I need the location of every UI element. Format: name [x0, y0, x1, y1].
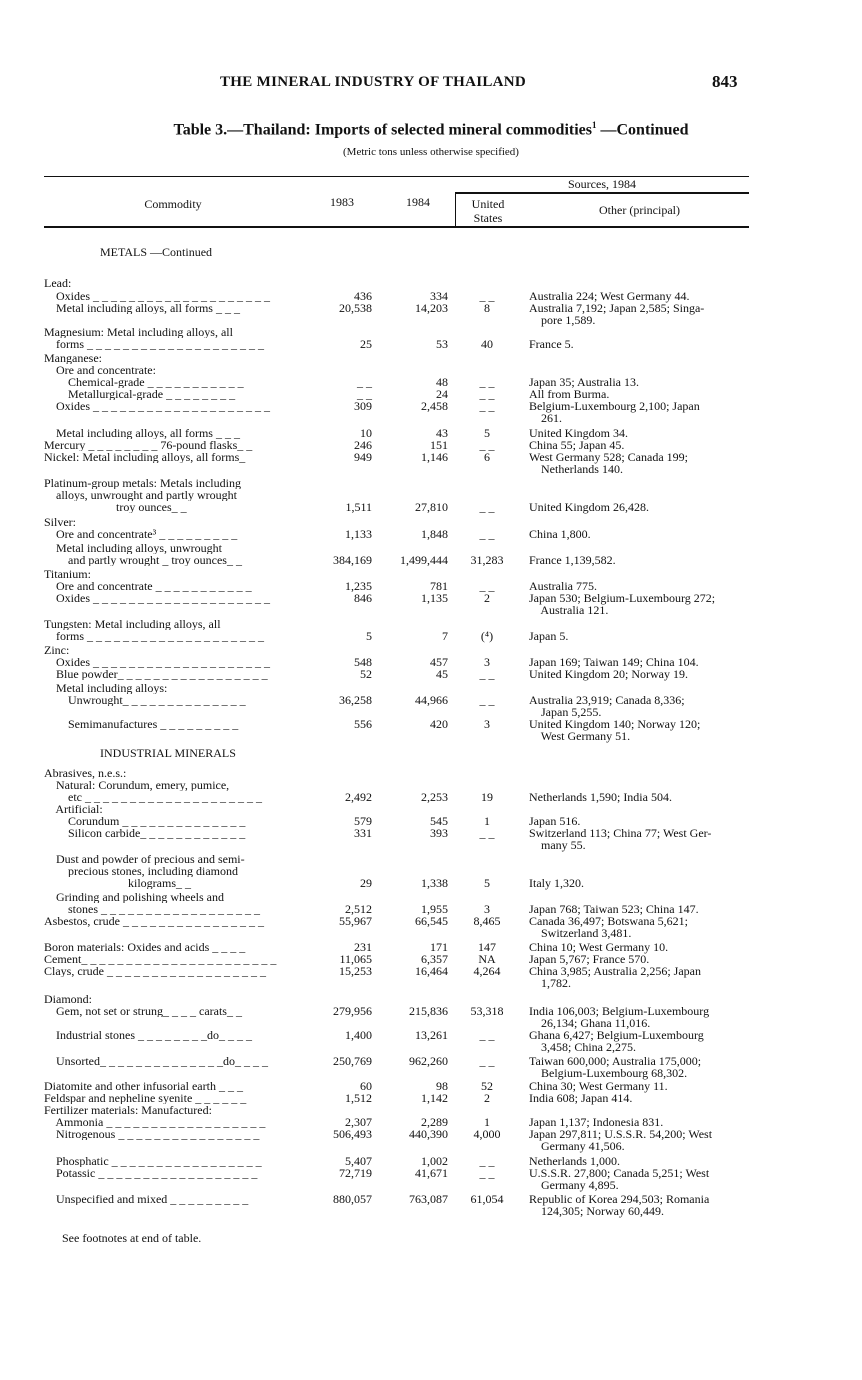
commodity-cell: forms _ _ _ _ _ _ _ _ _ _ _ _ _ _ _ _ _ _ _ _ [44, 338, 264, 350]
value-1984-cell: 27,810 [415, 500, 448, 514]
commodity-cell: Magnesium: Metal including alloys, all [44, 326, 233, 338]
value-1984-cell: 16,464 [415, 964, 448, 978]
value-1984-cell: 2,253 [421, 790, 448, 804]
value-1983-cell: 548 [354, 655, 372, 669]
value-1983-cell: _ _ [357, 375, 372, 389]
other-sources-cell: Japan 516. [529, 814, 581, 828]
united-states-cell: _ _ [479, 826, 495, 840]
other-sources-cell: 1,782. [529, 976, 571, 990]
commodity-cell: Diatomite and other infusorial earth _ _ _ [44, 1080, 243, 1092]
value-1984-cell: 66,545 [415, 914, 448, 928]
value-1984-cell: 1,955 [421, 902, 448, 916]
value-1983-cell: 1,235 [345, 579, 372, 593]
value-1984-cell: 7 [442, 629, 448, 643]
commodity-cell: Fertilizer materials: Manufactured: [44, 1104, 212, 1116]
table-title-tail: —Continued [596, 121, 689, 139]
value-1983-cell: 436 [354, 289, 372, 303]
commodity-cell: Oxides _ _ _ _ _ _ _ _ _ _ _ _ _ _ _ _ _ _ _ _ [44, 592, 270, 604]
col-header-other: Other (principal) [599, 203, 680, 217]
value-1984-cell: 393 [430, 826, 448, 840]
commodity-cell: Natural: Corundum, emery, pumice, [44, 779, 230, 791]
other-sources-cell: Germany 41,506. [529, 1139, 625, 1153]
value-1983-cell: 279,956 [333, 1004, 372, 1018]
commodity-cell: Oxides _ _ _ _ _ _ _ _ _ _ _ _ _ _ _ _ _ _ _ _ [44, 400, 270, 412]
value-1984-cell: 1,135 [421, 591, 448, 605]
value-1983-cell: 556 [354, 717, 372, 731]
united-states-cell: _ _ [479, 500, 495, 514]
other-sources-cell: China 30; West Germany 11. [529, 1079, 668, 1093]
united-states-cell: 8 [484, 301, 490, 315]
united-states-cell: 2 [484, 591, 490, 605]
value-1983-cell: 55,967 [339, 914, 372, 928]
other-sources-cell: Australia 7,192; Japan 2,585; Singa- [529, 301, 705, 315]
united-states-cell: 3 [484, 655, 490, 669]
running-title: THE MINERAL INDUSTRY OF THAILAND [220, 74, 527, 90]
commodity-cell: Dust and powder of precious and semi- [44, 853, 245, 865]
other-sources-cell: Japan 768; Taiwan 523; China 147. [529, 902, 699, 916]
commodity-cell: Ammonia _ _ _ _ _ _ _ _ _ _ _ _ _ _ _ _ _ _ [44, 1116, 266, 1128]
other-sources-cell: All from Burma. [529, 387, 610, 401]
united-states-cell: _ _ [479, 1028, 495, 1042]
value-1983-cell: 10 [360, 426, 372, 440]
other-sources-cell: United Kingdom 26,428. [529, 500, 649, 514]
value-1983-cell: 1,512 [345, 1091, 372, 1105]
commodity-cell: alloys, unwrought and partly wrought [44, 489, 237, 501]
other-sources-cell: China 1,800. [529, 527, 591, 541]
value-1984-cell: 1,499,444 [400, 553, 448, 567]
united-states-cell: _ _ [479, 579, 495, 593]
value-1983-cell: 579 [354, 814, 372, 828]
value-1983-cell: 15,253 [339, 964, 372, 978]
value-1984-cell: 53 [436, 337, 448, 351]
commodity-cell: Boron materials: Oxides and acids _ _ _ _ [44, 941, 246, 953]
commodity-cell: Industrial stones _ _ _ _ _ _ _ _do_ _ _ _ [44, 1029, 252, 1041]
commodity-cell: Silver: [44, 516, 76, 528]
commodity-cell: Nitrogenous _ _ _ _ _ _ _ _ _ _ _ _ _ _ _ _ [44, 1128, 260, 1140]
united-states-cell: 52 [481, 1079, 493, 1093]
value-1983-cell: 1,400 [345, 1028, 372, 1042]
sources-divider [455, 193, 456, 226]
value-1984-cell: 781 [430, 579, 448, 593]
sources-rule [455, 192, 749, 194]
value-1983-cell: 2,492 [345, 790, 372, 804]
other-sources-cell: Australia 121. [529, 603, 609, 617]
other-sources-cell: 3,458; China 2,275. [529, 1040, 636, 1054]
other-sources-cell: Germany 4,895. [529, 1178, 619, 1192]
united-states-cell: _ _ [479, 289, 495, 303]
value-1984-cell: 151 [430, 438, 448, 452]
other-sources-cell: Japan 1,137; Indonesia 831. [529, 1115, 664, 1129]
united-states-cell: 3 [484, 717, 490, 731]
table-subtitle: (Metric tons unless otherwise specified) [343, 146, 519, 158]
other-sources-cell: Japan 5,767; France 570. [529, 952, 650, 966]
other-sources-cell: West Germany 51. [529, 729, 631, 743]
united-states-cell: _ _ [479, 399, 495, 413]
united-states-cell: 5 [484, 426, 490, 440]
commodity-cell: Abrasives, n.e.s.: [44, 767, 127, 779]
commodity-cell: Clays, crude _ _ _ _ _ _ _ _ _ _ _ _ _ _ _ _ _ _ [44, 965, 266, 977]
value-1983-cell: 29 [360, 876, 372, 890]
value-1983-cell: 11,065 [339, 952, 372, 966]
other-sources-cell: many 55. [529, 838, 586, 852]
other-sources-cell: China 10; West Germany 10. [529, 940, 669, 954]
united-states-cell: 4,264 [473, 964, 501, 978]
united-states-cell: _ _ [479, 375, 495, 389]
other-sources-cell: Japan 35; Australia 13. [529, 375, 639, 389]
united-states-cell: 40 [481, 337, 493, 351]
value-1983-cell: _ _ [357, 387, 372, 401]
value-1984-cell: 420 [430, 717, 448, 731]
commodity-cell: precious stones, including diamond [44, 865, 238, 877]
commodity-cell: kilograms_ _ [44, 877, 191, 889]
value-1983-cell: 2,307 [345, 1115, 372, 1129]
col-header-1984: 1984 [406, 195, 430, 209]
united-states-cell: _ _ [479, 1166, 495, 1180]
united-states-cell: 3 [484, 902, 490, 916]
united-states-cell: _ _ [479, 387, 495, 401]
other-sources-cell: France 1,139,582. [529, 553, 616, 567]
other-sources-cell: Netherlands 140. [529, 462, 623, 476]
commodity-cell: Phosphatic _ _ _ _ _ _ _ _ _ _ _ _ _ _ _ _ _ [44, 1155, 262, 1167]
commodity-cell: Titanium: [44, 568, 91, 580]
value-1983-cell: 2,512 [345, 902, 372, 916]
commodity-cell: Oxides _ _ _ _ _ _ _ _ _ _ _ _ _ _ _ _ _ _ _ _ [44, 656, 270, 668]
other-sources-cell: Japan 297,811; U.S.S.R. 54,200; West [529, 1127, 713, 1141]
commodity-cell: Silicon carbide_ _ _ _ _ _ _ _ _ _ _ _ [44, 827, 246, 839]
other-sources-cell: pore 1,589. [529, 313, 596, 327]
value-1984-cell: 763,087 [409, 1192, 448, 1206]
commodity-cell: Manganese: [44, 352, 102, 364]
value-1984-cell: 98 [436, 1079, 448, 1093]
commodity-cell: Unsorted_ _ _ _ _ _ _ _ _ _ _ _ _ _do_ _ _ _ [44, 1055, 268, 1067]
commodity-cell: Nickel: Metal including alloys, all forms_ [44, 451, 246, 463]
other-sources-cell: China 55; Japan 45. [529, 438, 625, 452]
table-title [0, 120, 862, 139]
commodity-cell: METALS —Continued [100, 246, 213, 258]
commodity-cell: Corundum _ _ _ _ _ _ _ _ _ _ _ _ _ _ [44, 815, 246, 827]
table-title-footnote-mark: 1 [591, 120, 597, 130]
table-title-main: Table 3.—Thailand: Imports of selected mineral commodities [173, 121, 592, 139]
other-sources-cell: United Kingdom 34. [529, 426, 628, 440]
commodity-cell: Tungsten: Metal including alloys, all [44, 618, 221, 630]
commodity-cell: Unspecified and mixed _ _ _ _ _ _ _ _ _ [44, 1193, 249, 1205]
other-sources-cell: Australia 775. [529, 579, 597, 593]
value-1983-cell: 72,719 [339, 1166, 372, 1180]
value-1984-cell: 171 [430, 940, 448, 954]
other-sources-cell: India 608; Japan 414. [529, 1091, 633, 1105]
col-header-united-states: United States [471, 197, 505, 225]
commodity-cell: Chemical-grade _ _ _ _ _ _ _ _ _ _ _ [44, 376, 244, 388]
value-1983-cell: 231 [354, 940, 372, 954]
other-sources-cell: Republic of Korea 294,503; Romania [529, 1192, 710, 1206]
other-sources-cell: 124,305; Norway 60,449. [529, 1204, 664, 1218]
united-states-cell: 4,000 [473, 1127, 501, 1141]
united-states-cell: 1 [484, 814, 490, 828]
value-1983-cell: 846 [354, 591, 372, 605]
value-1984-cell: 6,357 [421, 952, 448, 966]
commodity-cell: Zinc: [44, 644, 70, 656]
commodity-cell: Diamond: [44, 993, 92, 1005]
other-sources-cell: United Kingdom 140; Norway 120; [529, 717, 701, 731]
other-sources-cell: India 106,003; Belgium-Luxembourg [529, 1004, 710, 1018]
commodity-cell: Ore and concentrate³ _ _ _ _ _ _ _ _ _ [44, 528, 238, 540]
value-1984-cell: 1,338 [421, 876, 448, 890]
value-1983-cell: 880,057 [333, 1192, 372, 1206]
commodity-cell: Artificial: [44, 803, 103, 815]
commodity-cell: Metal including alloys, all forms _ _ _ [44, 427, 240, 439]
other-sources-cell: Japan 169; Taiwan 149; China 104. [529, 655, 699, 669]
commodity-cell: stones _ _ _ _ _ _ _ _ _ _ _ _ _ _ _ _ _ _ [44, 903, 260, 915]
value-1984-cell: 24 [436, 387, 448, 401]
commodity-cell: Ore and concentrate: [44, 364, 156, 376]
other-sources-cell: 26,134; Ghana 11,016. [529, 1016, 651, 1030]
other-sources-cell: Canada 36,497; Botswana 5,621; [529, 914, 688, 928]
commodity-cell: etc _ _ _ _ _ _ _ _ _ _ _ _ _ _ _ _ _ _ _ _ [44, 791, 262, 803]
value-1983-cell: 1,511 [345, 500, 372, 514]
commodity-cell: Semimanufactures _ _ _ _ _ _ _ _ _ [44, 718, 239, 730]
value-1983-cell: 309 [354, 399, 372, 413]
commodity-cell: and partly wrought _ troy ounces_ _ [44, 554, 242, 566]
united-states-cell: _ _ [479, 693, 495, 707]
commodity-cell: Blue powder_ _ _ _ _ _ _ _ _ _ _ _ _ _ _ _ _ [44, 668, 268, 680]
commodity-cell: Metal including alloys, all forms _ _ _ [44, 302, 240, 314]
value-1983-cell: 1,133 [345, 527, 372, 541]
col-header-commodity: Commodity [144, 197, 202, 211]
other-sources-cell: West Germany 528; Canada 199; [529, 450, 688, 464]
value-1983-cell: 384,169 [333, 553, 372, 567]
united-states-cell: 31,283 [470, 553, 504, 567]
united-states-cell: 53,318 [470, 1004, 504, 1018]
value-1984-cell: 1,146 [421, 450, 448, 464]
value-1984-cell: 44,966 [415, 693, 448, 707]
value-1983-cell: 5,407 [345, 1154, 372, 1168]
value-1984-cell: 48 [436, 375, 448, 389]
value-1983-cell: 949 [354, 450, 372, 464]
other-sources-cell: Japan 5,255. [529, 705, 602, 719]
value-1983-cell: 250,769 [333, 1054, 372, 1068]
united-states-cell: NA [478, 952, 496, 966]
commodity-cell: INDUSTRIAL MINERALS [100, 747, 236, 759]
commodity-cell: Asbestos, crude _ _ _ _ _ _ _ _ _ _ _ _ _ _ _ _ [44, 915, 264, 927]
united-states-cell: 2 [484, 1091, 490, 1105]
value-1984-cell: 45 [436, 667, 448, 681]
other-sources-cell: Netherlands 1,590; India 504. [529, 790, 672, 804]
other-sources-cell: Switzerland 113; China 77; West Ger- [529, 826, 712, 840]
other-sources-cell: Belgium-Luxembourg 68,302. [529, 1066, 688, 1080]
other-sources-cell: Japan 5. [529, 629, 569, 643]
commodity-cell: Potassic _ _ _ _ _ _ _ _ _ _ _ _ _ _ _ _ _ _ [44, 1167, 258, 1179]
value-1983-cell: 60 [360, 1079, 372, 1093]
commodity-cell: Ore and concentrate _ _ _ _ _ _ _ _ _ _ _ [44, 580, 252, 592]
value-1984-cell: 440,390 [409, 1127, 448, 1141]
value-1984-cell: 1,142 [421, 1091, 448, 1105]
commodity-cell: Platinum-group metals: Metals including [44, 477, 241, 489]
other-sources-cell: France 5. [529, 337, 574, 351]
commodity-cell: Mercury _ _ _ _ _ _ _ _ 76-pound flasks_ _ [44, 439, 253, 451]
value-1983-cell: 52 [360, 667, 372, 681]
value-1984-cell: 2,289 [421, 1115, 448, 1129]
value-1984-cell: 1,002 [421, 1154, 448, 1168]
other-sources-cell: Belgium-Luxembourg 2,100; Japan [529, 399, 700, 413]
header-bottom-rule [44, 226, 749, 228]
other-sources-cell: Ghana 6,427; Belgium-Luxembourg [529, 1028, 704, 1042]
commodity-cell: Oxides _ _ _ _ _ _ _ _ _ _ _ _ _ _ _ _ _ _ _ _ [44, 290, 270, 302]
commodity-cell: Metal including alloys: [44, 682, 168, 694]
value-1983-cell: 506,493 [333, 1127, 372, 1141]
other-sources-cell: Netherlands 1,000. [529, 1154, 620, 1168]
commodity-cell: Unwrought_ _ _ _ _ _ _ _ _ _ _ _ _ _ [44, 694, 246, 706]
united-states-cell: (⁴) [480, 629, 494, 643]
value-1984-cell: 962,260 [409, 1054, 448, 1068]
value-1984-cell: 43 [436, 426, 448, 440]
united-states-cell: 1 [484, 1115, 490, 1129]
value-1984-cell: 2,458 [421, 399, 448, 413]
other-sources-cell: Australia 224; West Germany 44. [529, 289, 690, 303]
united-states-cell: 6 [484, 450, 490, 464]
united-states-cell: _ _ [479, 1154, 495, 1168]
value-1984-cell: 14,203 [415, 301, 448, 315]
commodity-cell: forms _ _ _ _ _ _ _ _ _ _ _ _ _ _ _ _ _ _ _ _ [44, 630, 264, 642]
commodity-cell: Lead: [44, 277, 72, 289]
other-sources-cell: Australia 23,919; Canada 8,336; [529, 693, 685, 707]
other-sources-cell: United Kingdom 20; Norway 19. [529, 667, 688, 681]
other-sources-cell: Italy 1,320. [529, 876, 584, 890]
united-states-cell: _ _ [479, 438, 495, 452]
value-1984-cell: 13,261 [415, 1028, 448, 1042]
value-1983-cell: 246 [354, 438, 372, 452]
other-sources-cell: Japan 530; Belgium-Luxembourg 272; [529, 591, 716, 605]
col-header-sources: Sources, 1984 [568, 177, 636, 191]
commodity-cell: Metal including alloys, unwrought [44, 542, 222, 554]
other-sources-cell: 261. [529, 411, 562, 425]
other-sources-cell: U.S.S.R. 27,800; Canada 5,251; West [529, 1166, 710, 1180]
value-1984-cell: 1,848 [421, 527, 448, 541]
col-header-1983: 1983 [330, 195, 354, 209]
united-states-cell: 8,465 [473, 914, 501, 928]
commodity-cell: Feldspar and nepheline syenite _ _ _ _ _ _ [44, 1092, 247, 1104]
footnote-note: See footnotes at end of table. [62, 1231, 202, 1245]
united-states-cell: 61,054 [470, 1192, 504, 1206]
other-sources-cell: Taiwan 600,000; Australia 175,000; [529, 1054, 702, 1068]
united-states-cell: 147 [478, 940, 496, 954]
united-states-cell: 5 [484, 876, 490, 890]
united-states-cell: _ _ [479, 667, 495, 681]
value-1983-cell: 36,258 [339, 693, 372, 707]
value-1983-cell: 25 [360, 337, 372, 351]
other-sources-cell: Switzerland 3,481. [529, 926, 632, 940]
commodity-cell: Grinding and polishing wheels and [44, 891, 224, 903]
value-1983-cell: 20,538 [339, 301, 372, 315]
value-1984-cell: 41,671 [415, 1166, 448, 1180]
value-1984-cell: 545 [430, 814, 448, 828]
value-1984-cell: 457 [430, 655, 448, 669]
value-1984-cell: 215,836 [409, 1004, 448, 1018]
other-sources-cell: China 3,985; Australia 2,256; Japan [529, 964, 701, 978]
commodity-cell: Metallurgical-grade _ _ _ _ _ _ _ _ [44, 388, 236, 400]
commodity-cell: troy ounces_ _ [44, 501, 187, 513]
commodity-cell: Gem, not set or strung_ _ _ _ carats_ _ [44, 1005, 242, 1017]
commodity-cell: Cement_ _ _ _ _ _ _ _ _ _ _ _ _ _ _ _ _ _ _ _ _ _ [44, 953, 277, 965]
united-states-cell: _ _ [479, 1054, 495, 1068]
page-number: 843 [712, 72, 738, 91]
value-1983-cell: 331 [354, 826, 372, 840]
united-states-cell: 19 [481, 790, 493, 804]
value-1984-cell: 334 [430, 289, 448, 303]
united-states-cell: _ _ [479, 527, 495, 541]
value-1983-cell: 5 [366, 629, 372, 643]
